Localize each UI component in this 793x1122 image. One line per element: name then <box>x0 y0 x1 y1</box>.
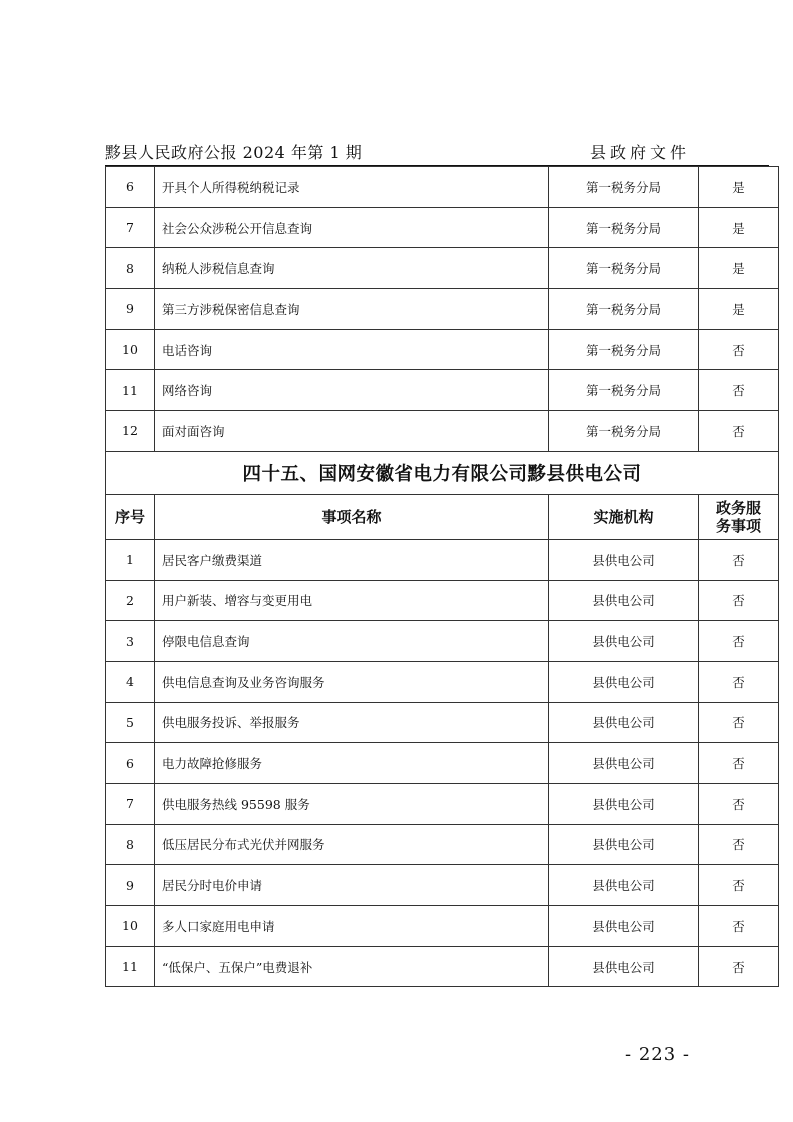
implementing-agency: 县供电公司 <box>549 783 699 824</box>
item-name: 纳税人涉税信息查询 <box>155 248 549 289</box>
item-name: 用户新装、增容与变更用电 <box>155 580 549 621</box>
implementing-agency: 县供电公司 <box>549 621 699 662</box>
gov-service-flag: 否 <box>699 906 779 947</box>
gov-service-flag: 否 <box>699 580 779 621</box>
item-name: 第三方涉税保密信息查询 <box>155 289 549 330</box>
implementing-agency: 第一税务分局 <box>549 329 699 370</box>
table-row <box>106 329 779 370</box>
col-header-no: 序号 <box>106 494 155 539</box>
implementing-agency: 第一税务分局 <box>549 167 699 208</box>
bulletin-title: 黟县人民政府公报 2024 年第 1 期 <box>105 143 363 162</box>
implementing-agency: 第一税务分局 <box>549 207 699 248</box>
col-header-flag <box>699 494 779 539</box>
table-row <box>106 248 779 289</box>
item-name: 社会公众涉税公开信息查询 <box>155 207 549 248</box>
row-number: 1 <box>106 539 155 580</box>
item-name: 网络咨询 <box>155 370 549 411</box>
table-row <box>106 906 779 947</box>
gov-service-flag: 是 <box>699 207 779 248</box>
col-header-flag-line2: 务事项 <box>715 516 761 535</box>
item-name: 电力故障抢修服务 <box>155 743 549 784</box>
item-name: 多人口家庭用电申请 <box>155 906 549 947</box>
table-row <box>106 621 779 662</box>
table-row <box>106 411 779 452</box>
gov-service-flag: 否 <box>699 329 779 370</box>
implementing-agency: 县供电公司 <box>549 661 699 702</box>
gov-service-flag: 是 <box>699 248 779 289</box>
row-number: 10 <box>106 329 155 370</box>
item-name: “低保户、五保户”电费退补 <box>155 946 549 987</box>
row-number: 5 <box>106 702 155 743</box>
gov-service-flag: 否 <box>699 411 779 452</box>
page-header <box>105 140 690 164</box>
item-name: 电话咨询 <box>155 329 549 370</box>
gov-service-flag: 否 <box>699 783 779 824</box>
section-title: 四十五、国网安徽省电力有限公司黟县供电公司 <box>106 451 779 494</box>
row-number: 11 <box>106 370 155 411</box>
gov-service-flag: 否 <box>699 865 779 906</box>
implementing-agency: 县供电公司 <box>549 580 699 621</box>
gov-service-flag: 否 <box>699 370 779 411</box>
gov-service-flag: 否 <box>699 661 779 702</box>
table-row <box>106 539 779 580</box>
gov-service-flag: 否 <box>699 946 779 987</box>
table-row <box>106 865 779 906</box>
power-services-rows <box>106 539 779 987</box>
table-row <box>106 824 779 865</box>
implementing-agency: 县供电公司 <box>549 946 699 987</box>
item-name: 居民分时电价申请 <box>155 865 549 906</box>
implementing-agency: 第一税务分局 <box>549 411 699 452</box>
table-row <box>106 289 779 330</box>
implementing-agency: 第一税务分局 <box>549 248 699 289</box>
gov-service-flag: 否 <box>699 621 779 662</box>
section-heading-group <box>106 451 779 539</box>
table-row <box>106 580 779 621</box>
item-name: 供电服务热线 95598 服务 <box>155 783 549 824</box>
row-number: 9 <box>106 865 155 906</box>
table-row <box>106 783 779 824</box>
col-header-org: 实施机构 <box>549 494 699 539</box>
gov-service-flag: 否 <box>699 743 779 784</box>
table-row <box>106 743 779 784</box>
row-number: 9 <box>106 289 155 330</box>
item-name: 居民客户缴费渠道 <box>155 539 549 580</box>
row-number: 3 <box>106 621 155 662</box>
col-header-flag-line1: 政务服 <box>715 498 761 517</box>
implementing-agency: 县供电公司 <box>549 906 699 947</box>
row-number: 2 <box>106 580 155 621</box>
section-title-row <box>106 451 779 494</box>
implementing-agency: 县供电公司 <box>549 743 699 784</box>
table-row <box>106 946 779 987</box>
gov-service-flag: 否 <box>699 824 779 865</box>
implementing-agency: 县供电公司 <box>549 702 699 743</box>
item-name: 停限电信息查询 <box>155 621 549 662</box>
item-name: 供电服务投诉、举报服务 <box>155 702 549 743</box>
implementing-agency: 县供电公司 <box>549 824 699 865</box>
col-header-name: 事项名称 <box>155 494 549 539</box>
services-table <box>105 166 779 987</box>
row-number: 6 <box>106 167 155 208</box>
row-number: 7 <box>106 207 155 248</box>
gov-service-flag: 是 <box>699 167 779 208</box>
table-row <box>106 207 779 248</box>
implementing-agency: 县供电公司 <box>549 539 699 580</box>
table-row <box>106 702 779 743</box>
row-number: 6 <box>106 743 155 784</box>
row-number: 8 <box>106 824 155 865</box>
item-name: 开具个人所得税纳税记录 <box>155 167 549 208</box>
row-number: 8 <box>106 248 155 289</box>
gov-service-flag: 否 <box>699 539 779 580</box>
column-header-row <box>106 494 779 539</box>
row-number: 4 <box>106 661 155 702</box>
implementing-agency: 第一税务分局 <box>549 370 699 411</box>
table-row <box>106 661 779 702</box>
implementing-agency: 县供电公司 <box>549 865 699 906</box>
row-number: 12 <box>106 411 155 452</box>
gov-service-flag: 否 <box>699 702 779 743</box>
item-name: 低压居民分布式光伏并网服务 <box>155 824 549 865</box>
row-number: 7 <box>106 783 155 824</box>
page-number: - 223 - <box>625 1044 690 1065</box>
section-label: 县政府文件 <box>589 143 690 162</box>
row-number: 11 <box>106 946 155 987</box>
tax-services-rows <box>106 167 779 452</box>
row-number: 10 <box>106 906 155 947</box>
implementing-agency: 第一税务分局 <box>549 289 699 330</box>
table-row <box>106 167 779 208</box>
gov-service-flag: 是 <box>699 289 779 330</box>
item-name: 面对面咨询 <box>155 411 549 452</box>
item-name: 供电信息查询及业务咨询服务 <box>155 661 549 702</box>
table-row <box>106 370 779 411</box>
